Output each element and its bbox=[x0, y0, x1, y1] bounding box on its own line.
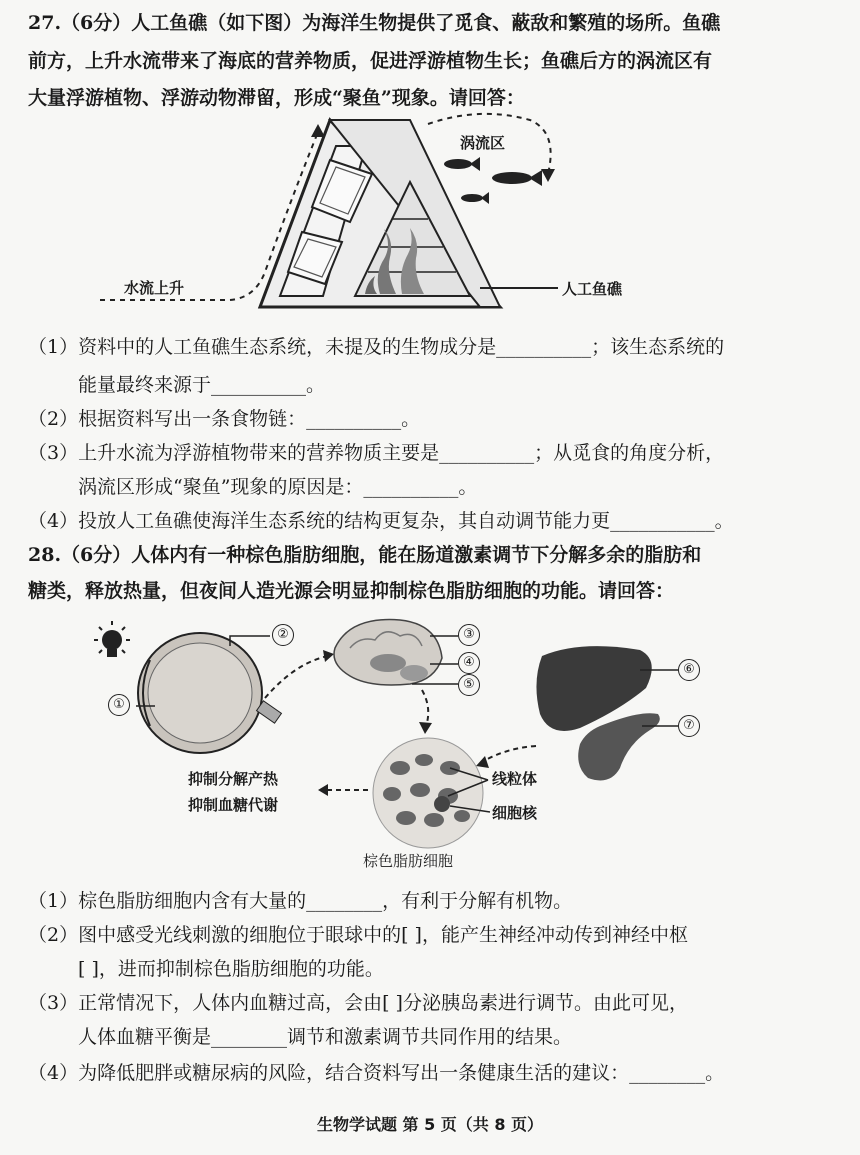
q28-item-3: （3）正常情况下，人体内血糖过高，会由[ ]分泌胰岛素进行调节。由此可见， bbox=[28, 992, 688, 1014]
nucleus-label: 细胞核 bbox=[492, 804, 538, 822]
q27-item-2: （2）根据资料写出一条食物链：__________。 bbox=[28, 408, 421, 430]
mitochondria-label: 线粒体 bbox=[492, 770, 538, 788]
label-circle-4: ④ bbox=[458, 652, 480, 674]
label-circle-3: ③ bbox=[458, 624, 480, 646]
q28-item-3-cont: 人体血糖平衡是________调节和激素调节共同作用的结果。 bbox=[78, 1026, 573, 1048]
brown-fat-figure bbox=[80, 618, 720, 880]
brown-fat-drawing bbox=[80, 618, 720, 880]
q27-intro-line-3: 大量浮游植物、浮游动物滞留，形成“聚鱼”现象。请回答： bbox=[28, 87, 525, 109]
artificial-reef-figure bbox=[80, 112, 680, 317]
page-footer: 生物学试题 第 5 页（共 8 页） bbox=[316, 1115, 544, 1134]
q27-intro-line-2: 前方，上升水流带来了海底的营养物质，促进浮游植物生长；鱼礁后方的涡流区有 bbox=[28, 50, 713, 72]
eddy-zone-label: 涡流区 bbox=[460, 134, 506, 152]
q27-item-4: （4）投放人工鱼礁使海洋生态系统的结构更复杂，其自动调节能力更___________。 bbox=[28, 510, 734, 532]
label-circle-7: ⑦ bbox=[678, 715, 700, 737]
q28-item-2-cont: [ ]，进而抑制棕色脂肪细胞的功能。 bbox=[78, 958, 384, 980]
q28-item-1: （1）棕色脂肪细胞内含有大量的________，有利于分解有机物。 bbox=[28, 890, 573, 912]
q27-item-1-cont: 能量最终来源于__________。 bbox=[78, 374, 326, 396]
label-circle-6: ⑥ bbox=[678, 659, 700, 681]
figure-caption: 棕色脂肪细胞 bbox=[363, 852, 454, 870]
q27-item-3: （3）上升水流为浮游植物带来的营养物质主要是__________；从觅食的角度分析， bbox=[28, 442, 725, 464]
artificial-reef-label: 人工鱼礁 bbox=[562, 280, 623, 298]
upwelling-label: 水流上升 bbox=[124, 279, 185, 297]
q28-item-4: （4）为降低肥胖或糖尿病的风险，结合资料写出一条健康生活的建议：________。 bbox=[28, 1062, 725, 1084]
inhibit-heat-label: 抑制分解产热 bbox=[188, 770, 279, 788]
q28-item-2: （2）图中感受光线刺激的细胞位于眼球中的[ ]，能产生神经冲动传到神经中枢 bbox=[28, 924, 688, 946]
q27-item-1: （1）资料中的人工鱼礁生态系统，未提及的生物成分是__________；该生态系统的 bbox=[28, 336, 725, 358]
q27-item-3-cont: 涡流区形成“聚鱼”现象的原因是：__________。 bbox=[78, 476, 478, 498]
label-circle-1: ① bbox=[108, 694, 130, 716]
label-circle-2: ② bbox=[272, 624, 294, 646]
q28-intro-line-1: 28.（6分）人体内有一种棕色脂肪细胞，能在肠道激素调节下分解多余的脂肪和 bbox=[28, 544, 702, 566]
q27-intro-line-1: 27.（6分）人工鱼礁（如下图）为海洋生物提供了觅食、蔽敌和繁殖的场所。鱼礁 bbox=[28, 12, 721, 34]
q28-intro-line-2: 糖类，释放热量，但夜间人造光源会明显抑制棕色脂肪细胞的功能。请回答： bbox=[28, 580, 675, 602]
light-bulb-icon bbox=[94, 621, 130, 657]
inhibit-glucose-label: 抑制血糖代谢 bbox=[188, 796, 279, 814]
label-circle-5: ⑤ bbox=[458, 674, 480, 696]
